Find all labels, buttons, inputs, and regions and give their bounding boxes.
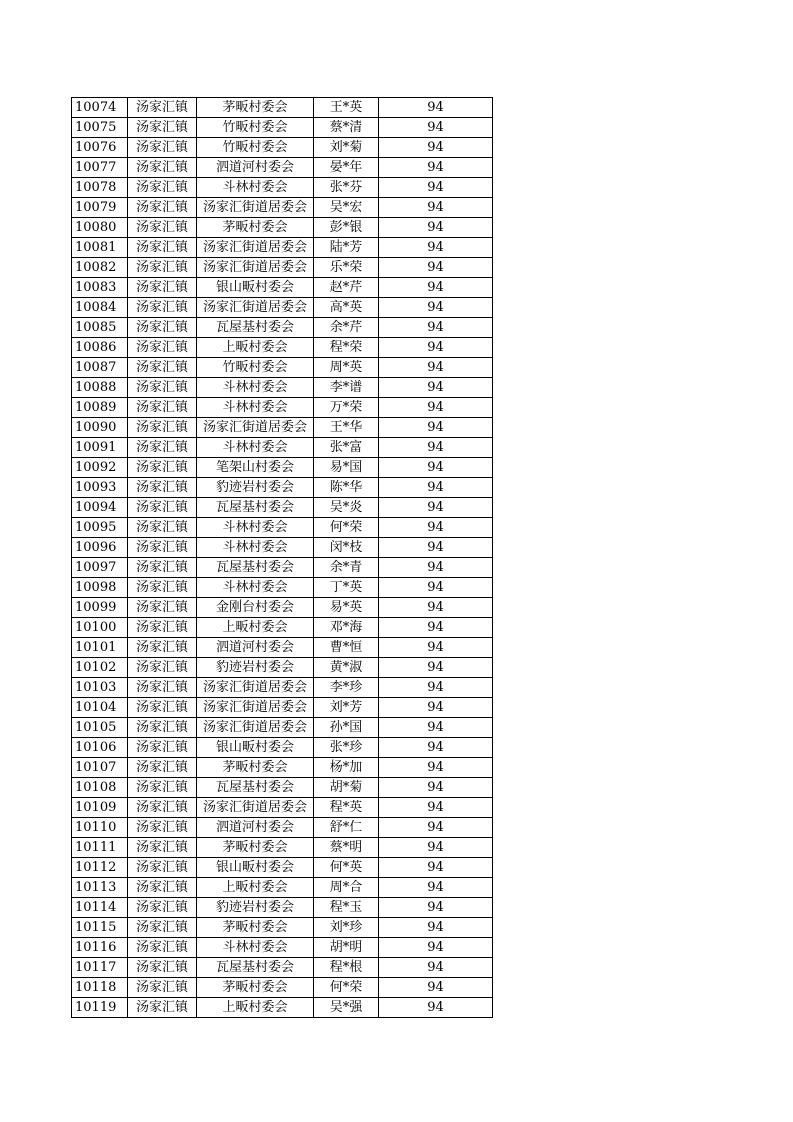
cell-score: 94 [379,998,493,1018]
cell-name: 孙*国 [314,718,379,738]
cell-id: 10097 [72,558,128,578]
cell-village: 瓦屋基村委会 [197,558,314,578]
cell-id: 10112 [72,858,128,878]
table-row [72,578,493,598]
table-row [72,718,493,738]
cell-village: 汤家汇街道居委会 [197,698,314,718]
cell-name: 舒*仁 [314,818,379,838]
cell-name: 王*华 [314,418,379,438]
table-row [72,538,493,558]
cell-score: 94 [379,278,493,298]
cell-id: 10091 [72,438,128,458]
cell-name: 何*荣 [314,978,379,998]
cell-town: 汤家汇镇 [128,298,197,318]
cell-id: 10085 [72,318,128,338]
cell-id: 10084 [72,298,128,318]
table-body [72,98,493,1018]
cell-score: 94 [379,918,493,938]
cell-score: 94 [379,838,493,858]
cell-town: 汤家汇镇 [128,398,197,418]
table-row [72,518,493,538]
table-row [72,878,493,898]
cell-town: 汤家汇镇 [128,818,197,838]
cell-village: 汤家汇街道居委会 [197,238,314,258]
cell-town: 汤家汇镇 [128,678,197,698]
cell-town: 汤家汇镇 [128,838,197,858]
cell-village: 银山畈村委会 [197,278,314,298]
table-row [72,938,493,958]
cell-id: 10079 [72,198,128,218]
table-row [72,98,493,118]
cell-town: 汤家汇镇 [128,318,197,338]
cell-id: 10088 [72,378,128,398]
cell-name: 何*荣 [314,518,379,538]
table-row [72,818,493,838]
cell-score: 94 [379,458,493,478]
cell-id: 10093 [72,478,128,498]
cell-town: 汤家汇镇 [128,258,197,278]
cell-village: 汤家汇街道居委会 [197,678,314,698]
table-row [72,418,493,438]
cell-name: 彭*银 [314,218,379,238]
cell-village: 竹畈村委会 [197,118,314,138]
cell-score: 94 [379,978,493,998]
cell-village: 茅畈村委会 [197,758,314,778]
cell-village: 瓦屋基村委会 [197,498,314,518]
cell-village: 金刚台村委会 [197,598,314,618]
cell-id: 10107 [72,758,128,778]
cell-name: 余*青 [314,558,379,578]
cell-town: 汤家汇镇 [128,118,197,138]
cell-name: 易*国 [314,458,379,478]
table-row [72,498,493,518]
cell-town: 汤家汇镇 [128,518,197,538]
cell-name: 曹*恒 [314,638,379,658]
cell-name: 陈*华 [314,478,379,498]
table-row [72,398,493,418]
cell-score: 94 [379,338,493,358]
cell-name: 刘*芳 [314,698,379,718]
cell-town: 汤家汇镇 [128,718,197,738]
cell-score: 94 [379,358,493,378]
cell-score: 94 [379,858,493,878]
table-row [72,138,493,158]
cell-id: 10082 [72,258,128,278]
table-row [72,638,493,658]
table-row [72,998,493,1018]
cell-town: 汤家汇镇 [128,138,197,158]
cell-town: 汤家汇镇 [128,938,197,958]
table-row [72,738,493,758]
cell-town: 汤家汇镇 [128,438,197,458]
table-row [72,558,493,578]
cell-town: 汤家汇镇 [128,158,197,178]
cell-town: 汤家汇镇 [128,758,197,778]
cell-id: 10099 [72,598,128,618]
cell-score: 94 [379,438,493,458]
cell-town: 汤家汇镇 [128,978,197,998]
cell-town: 汤家汇镇 [128,918,197,938]
table-row [72,198,493,218]
cell-score: 94 [379,538,493,558]
cell-id: 10096 [72,538,128,558]
cell-village: 上畈村委会 [197,878,314,898]
cell-village: 豹迹岩村委会 [197,898,314,918]
cell-village: 泗道河村委会 [197,638,314,658]
cell-score: 94 [379,658,493,678]
cell-id: 10090 [72,418,128,438]
cell-id: 10104 [72,698,128,718]
cell-village: 斗林村委会 [197,938,314,958]
cell-village: 瓦屋基村委会 [197,958,314,978]
cell-name: 何*英 [314,858,379,878]
cell-id: 10108 [72,778,128,798]
table-row [72,238,493,258]
cell-village: 豹迹岩村委会 [197,658,314,678]
cell-name: 刘*菊 [314,138,379,158]
cell-town: 汤家汇镇 [128,878,197,898]
cell-id: 10111 [72,838,128,858]
cell-id: 10106 [72,738,128,758]
cell-name: 陆*芳 [314,238,379,258]
table-row [72,858,493,878]
cell-score: 94 [379,678,493,698]
cell-name: 胡*明 [314,938,379,958]
table-row [72,218,493,238]
table-row [72,918,493,938]
cell-village: 斗林村委会 [197,538,314,558]
cell-village: 斗林村委会 [197,438,314,458]
cell-village: 上畈村委会 [197,618,314,638]
cell-score: 94 [379,938,493,958]
cell-name: 周*合 [314,878,379,898]
table-row [72,258,493,278]
cell-id: 10078 [72,178,128,198]
cell-name: 李*珍 [314,678,379,698]
cell-id: 10103 [72,678,128,698]
cell-name: 李*谱 [314,378,379,398]
cell-name: 杨*加 [314,758,379,778]
cell-name: 程*荣 [314,338,379,358]
cell-score: 94 [379,118,493,138]
cell-village: 汤家汇街道居委会 [197,798,314,818]
cell-score: 94 [379,798,493,818]
cell-score: 94 [379,958,493,978]
cell-id: 10086 [72,338,128,358]
cell-town: 汤家汇镇 [128,658,197,678]
cell-town: 汤家汇镇 [128,358,197,378]
cell-score: 94 [379,478,493,498]
table-row [72,378,493,398]
cell-id: 10100 [72,618,128,638]
table-row [72,178,493,198]
cell-town: 汤家汇镇 [128,178,197,198]
cell-name: 张*芬 [314,178,379,198]
cell-score: 94 [379,158,493,178]
cell-id: 10076 [72,138,128,158]
cell-score: 94 [379,198,493,218]
cell-id: 10089 [72,398,128,418]
cell-id: 10102 [72,658,128,678]
cell-town: 汤家汇镇 [128,898,197,918]
cell-score: 94 [379,318,493,338]
cell-town: 汤家汇镇 [128,778,197,798]
cell-town: 汤家汇镇 [128,578,197,598]
cell-score: 94 [379,598,493,618]
cell-town: 汤家汇镇 [128,278,197,298]
cell-score: 94 [379,558,493,578]
table-row [72,698,493,718]
cell-name: 赵*芹 [314,278,379,298]
table-row [72,358,493,378]
cell-name: 黄*淑 [314,658,379,678]
table-row [72,598,493,618]
cell-village: 斗林村委会 [197,398,314,418]
cell-town: 汤家汇镇 [128,558,197,578]
cell-name: 张*富 [314,438,379,458]
cell-village: 汤家汇街道居委会 [197,718,314,738]
table-row [72,298,493,318]
cell-score: 94 [379,498,493,518]
cell-score: 94 [379,98,493,118]
cell-id: 10077 [72,158,128,178]
cell-id: 10116 [72,938,128,958]
cell-town: 汤家汇镇 [128,338,197,358]
cell-id: 10098 [72,578,128,598]
cell-score: 94 [379,758,493,778]
cell-name: 余*芹 [314,318,379,338]
table-row [72,438,493,458]
cell-village: 斗林村委会 [197,178,314,198]
cell-town: 汤家汇镇 [128,638,197,658]
cell-village: 茅畈村委会 [197,978,314,998]
cell-id: 10110 [72,818,128,838]
table-row [72,678,493,698]
cell-town: 汤家汇镇 [128,998,197,1018]
cell-village: 竹畈村委会 [197,358,314,378]
cell-name: 丁*英 [314,578,379,598]
cell-village: 上畈村委会 [197,998,314,1018]
table-row [72,478,493,498]
cell-village: 银山畈村委会 [197,738,314,758]
cell-village: 银山畈村委会 [197,858,314,878]
cell-village: 茅畈村委会 [197,918,314,938]
cell-name: 高*英 [314,298,379,318]
table-row [72,838,493,858]
cell-village: 茅畈村委会 [197,838,314,858]
cell-name: 吴*宏 [314,198,379,218]
cell-score: 94 [379,738,493,758]
cell-town: 汤家汇镇 [128,98,197,118]
cell-name: 程*英 [314,798,379,818]
cell-id: 10118 [72,978,128,998]
cell-town: 汤家汇镇 [128,198,197,218]
table-row [72,618,493,638]
cell-town: 汤家汇镇 [128,798,197,818]
cell-village: 茅畈村委会 [197,98,314,118]
cell-id: 10109 [72,798,128,818]
cell-village: 泗道河村委会 [197,818,314,838]
table-row [72,758,493,778]
cell-score: 94 [379,378,493,398]
cell-score: 94 [379,718,493,738]
cell-name: 刘*珍 [314,918,379,938]
table-row [72,318,493,338]
cell-name: 周*英 [314,358,379,378]
cell-id: 10101 [72,638,128,658]
cell-village: 豹迹岩村委会 [197,478,314,498]
cell-town: 汤家汇镇 [128,218,197,238]
cell-village: 竹畈村委会 [197,138,314,158]
cell-village: 汤家汇街道居委会 [197,198,314,218]
cell-town: 汤家汇镇 [128,238,197,258]
cell-score: 94 [379,518,493,538]
cell-score: 94 [379,178,493,198]
cell-town: 汤家汇镇 [128,498,197,518]
cell-village: 瓦屋基村委会 [197,778,314,798]
cell-village: 泗道河村委会 [197,158,314,178]
cell-score: 94 [379,298,493,318]
cell-name: 程*玉 [314,898,379,918]
cell-score: 94 [379,258,493,278]
cell-id: 10075 [72,118,128,138]
cell-town: 汤家汇镇 [128,458,197,478]
cell-name: 乐*荣 [314,258,379,278]
cell-town: 汤家汇镇 [128,478,197,498]
cell-name: 晏*年 [314,158,379,178]
cell-name: 邓*海 [314,618,379,638]
cell-id: 10094 [72,498,128,518]
table-row [72,338,493,358]
cell-score: 94 [379,138,493,158]
cell-town: 汤家汇镇 [128,538,197,558]
data-table [71,97,493,1018]
cell-id: 10117 [72,958,128,978]
cell-score: 94 [379,898,493,918]
cell-score: 94 [379,778,493,798]
table-row [72,958,493,978]
cell-score: 94 [379,398,493,418]
cell-town: 汤家汇镇 [128,698,197,718]
cell-id: 10114 [72,898,128,918]
cell-village: 瓦屋基村委会 [197,318,314,338]
table-row [72,798,493,818]
cell-id: 10105 [72,718,128,738]
cell-score: 94 [379,638,493,658]
cell-name: 胡*菊 [314,778,379,798]
table-row [72,458,493,478]
cell-village: 茅畈村委会 [197,218,314,238]
cell-village: 斗林村委会 [197,378,314,398]
table-row [72,158,493,178]
cell-name: 吴*强 [314,998,379,1018]
table-row [72,118,493,138]
cell-score: 94 [379,218,493,238]
cell-id: 10113 [72,878,128,898]
cell-name: 蔡*清 [314,118,379,138]
cell-village: 斗林村委会 [197,578,314,598]
cell-id: 10115 [72,918,128,938]
cell-id: 10087 [72,358,128,378]
cell-name: 闵*枝 [314,538,379,558]
cell-village: 汤家汇街道居委会 [197,298,314,318]
cell-town: 汤家汇镇 [128,858,197,878]
cell-name: 吴*炎 [314,498,379,518]
cell-village: 斗林村委会 [197,518,314,538]
cell-village: 汤家汇街道居委会 [197,258,314,278]
cell-id: 10080 [72,218,128,238]
table-row [72,778,493,798]
cell-id: 10092 [72,458,128,478]
cell-name: 万*荣 [314,398,379,418]
cell-name: 蔡*明 [314,838,379,858]
cell-town: 汤家汇镇 [128,418,197,438]
cell-score: 94 [379,878,493,898]
cell-score: 94 [379,618,493,638]
cell-village: 汤家汇街道居委会 [197,418,314,438]
cell-name: 易*英 [314,598,379,618]
cell-town: 汤家汇镇 [128,958,197,978]
cell-id: 10074 [72,98,128,118]
cell-name: 张*珍 [314,738,379,758]
cell-village: 上畈村委会 [197,338,314,358]
cell-score: 94 [379,418,493,438]
cell-town: 汤家汇镇 [128,618,197,638]
cell-score: 94 [379,698,493,718]
cell-town: 汤家汇镇 [128,738,197,758]
cell-village: 笔架山村委会 [197,458,314,478]
cell-town: 汤家汇镇 [128,378,197,398]
cell-name: 程*根 [314,958,379,978]
cell-id: 10095 [72,518,128,538]
cell-name: 王*英 [314,98,379,118]
cell-score: 94 [379,578,493,598]
cell-id: 10081 [72,238,128,258]
table-row [72,658,493,678]
table-row [72,978,493,998]
cell-town: 汤家汇镇 [128,598,197,618]
cell-score: 94 [379,238,493,258]
cell-score: 94 [379,818,493,838]
table-row [72,898,493,918]
table-row [72,278,493,298]
cell-id: 10083 [72,278,128,298]
cell-id: 10119 [72,998,128,1018]
